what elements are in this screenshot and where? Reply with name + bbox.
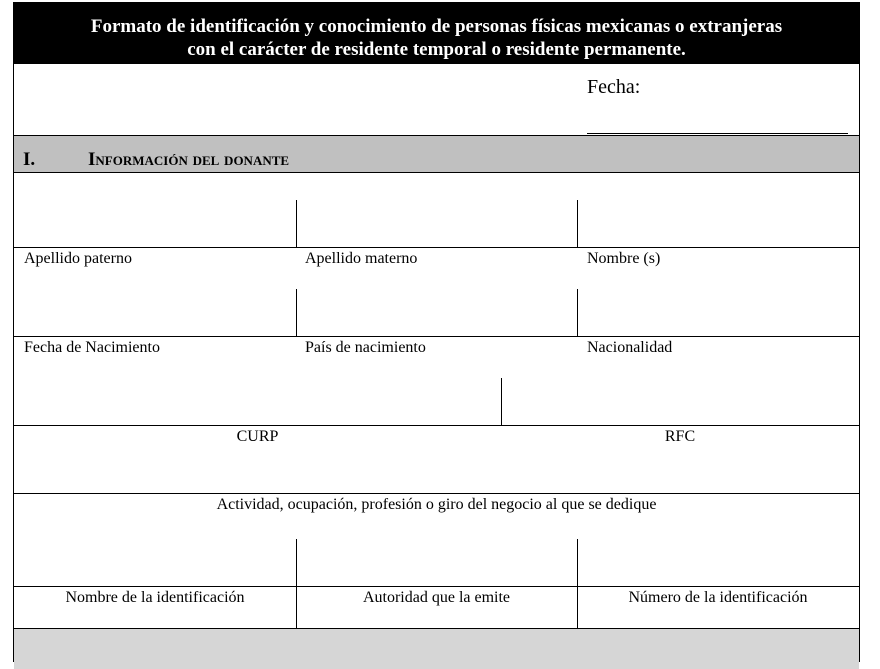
divider: [14, 336, 859, 337]
section-informacion-donante: [14, 135, 859, 172]
nombre-identificacion-label: Nombre de la identificación: [65, 589, 245, 606]
divider: [577, 200, 578, 247]
nombre-label: Nombre (s): [587, 250, 661, 267]
autoridad-label: Autoridad que la emite: [362, 589, 511, 606]
divider: [501, 378, 502, 425]
section-number: I.: [23, 149, 36, 170]
divider: [14, 493, 859, 494]
section-title: Información del donante: [88, 149, 290, 170]
fecha-field[interactable]: [587, 133, 848, 134]
divider: [577, 539, 578, 628]
divider: [296, 539, 297, 628]
donor-form: [13, 2, 860, 662]
form-title-line2: con el carácter de residente temporal o residente permanente.: [187, 39, 686, 60]
divider: [577, 289, 578, 336]
divider: [296, 289, 297, 336]
divider: [296, 200, 297, 247]
fecha-label: Fecha:: [587, 76, 641, 98]
divider: [14, 172, 859, 173]
apellido-paterno-label: Apellido paterno: [24, 250, 132, 267]
apellido-materno-label: Apellido materno: [305, 250, 418, 267]
actividad-label: Actividad, ocupación, profesión o giro del negocio al que se dedique: [216, 496, 657, 513]
form-header: [14, 2, 859, 64]
fecha-nacimiento-label: Fecha de Nacimiento: [24, 339, 160, 356]
rfc-label: RFC: [664, 428, 696, 445]
numero-identificacion-label: Número de la identificación: [628, 589, 808, 606]
text-cursor: [859, 378, 860, 403]
form-title-line1: Formato de identificación y conocimiento de personas físicas mexicanas o extranjeras: [90, 16, 783, 37]
nacionalidad-label: Nacionalidad: [587, 339, 673, 356]
next-section-band: [14, 629, 859, 669]
divider: [14, 425, 859, 426]
pais-nacimiento-label: País de nacimiento: [305, 339, 426, 356]
divider: [14, 586, 859, 587]
divider: [14, 135, 859, 136]
curp-label: CURP: [236, 428, 279, 445]
divider: [14, 247, 859, 248]
